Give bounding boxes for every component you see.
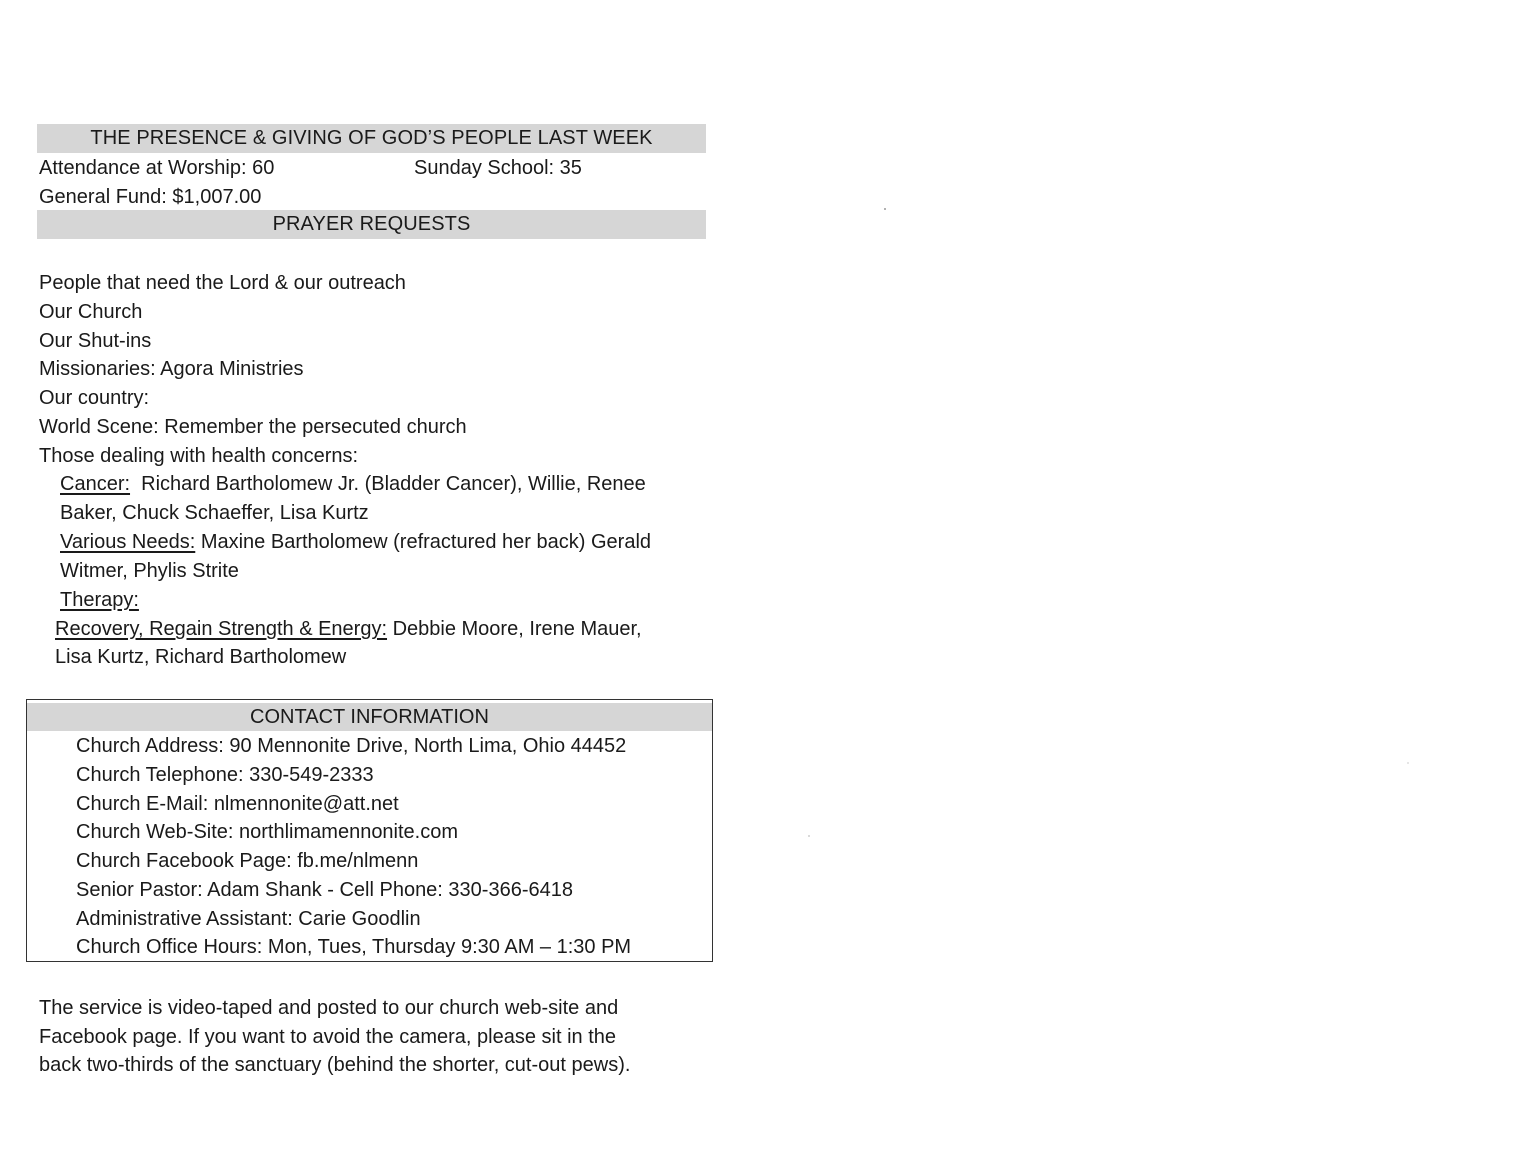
various-needs-label: Various Needs: [60,531,196,553]
cancer-names-continued: Baker, Chuck Schaeffer, Lisa Kurtz [60,502,369,524]
church-facebook: Church Facebook Page: fb.me/nlmenn [76,850,419,872]
recovery-names-continued: Lisa Kurtz, Richard Bartholomew [55,646,347,668]
various-needs-names-continued: Witmer, Phylis Strite [60,560,239,582]
prayer-item: Our Church [39,301,143,323]
recovery-names: Debbie Moore, Irene Mauer, [387,618,642,640]
prayer-item: Those dealing with health concerns: [39,445,359,467]
various-needs-names: Maxine Bartholomew (refractured her back) Gerald [195,531,652,553]
cancer-label: Cancer: [60,473,131,495]
video-notice-line: Facebook page. If you want to avoid the camera, please sit in the [39,1026,617,1048]
administrative-assistant: Administrative Assistant: Carie Goodlin [76,908,421,930]
presence-giving-heading: THE PRESENCE & GIVING OF GOD’S PEOPLE LAST WEEK [37,124,706,153]
contact-information-heading: CONTACT INFORMATION [27,703,712,731]
various-needs-line [60,528,651,556]
prayer-item: World Scene: Remember the persecuted church [39,416,467,438]
church-website: Church Web-Site: northlimamennonite.com [76,821,459,843]
church-email: Church E-Mail: nlmennonite@att.net [76,793,399,815]
video-notice-line: The service is video-taped and posted to our church web-site and [39,997,619,1019]
scan-speck [808,835,810,837]
recovery-line [55,615,642,643]
prayer-item: Missionaries: Agora Ministries [39,358,304,380]
general-fund: General Fund: $1,007.00 [39,186,262,208]
scan-speck [884,208,886,210]
recovery-label: Recovery, Regain Strength & Energy: [55,618,388,640]
video-notice-line: back two-thirds of the sanctuary (behind the shorter, cut-out pews). [39,1054,631,1076]
prayer-requests-heading: PRAYER REQUESTS [37,210,706,239]
therapy-label: Therapy: [60,589,139,611]
church-telephone: Church Telephone: 330-549-2333 [76,764,374,786]
office-hours: Church Office Hours: Mon, Tues, Thursday 9:30 AM – 1:30 PM [76,936,632,958]
cancer-names: Richard Bartholomew Jr. (Bladder Cancer), Willie, Renee [130,473,646,495]
attendance-worship: Attendance at Worship: 60 [39,157,275,179]
sunday-school-attendance: Sunday School: 35 [414,157,582,179]
senior-pastor: Senior Pastor: Adam Shank - Cell Phone: 330-366-6418 [76,879,573,901]
prayer-item: Our Shut-ins [39,330,152,352]
therapy-line [60,586,139,614]
scan-speck [1407,762,1409,764]
prayer-item: Our country: [39,387,150,409]
prayer-item: People that need the Lord & our outreach [39,272,406,294]
cancer-line [60,470,646,498]
church-address: Church Address: 90 Mennonite Drive, North Lima, Ohio 44452 [76,735,627,757]
